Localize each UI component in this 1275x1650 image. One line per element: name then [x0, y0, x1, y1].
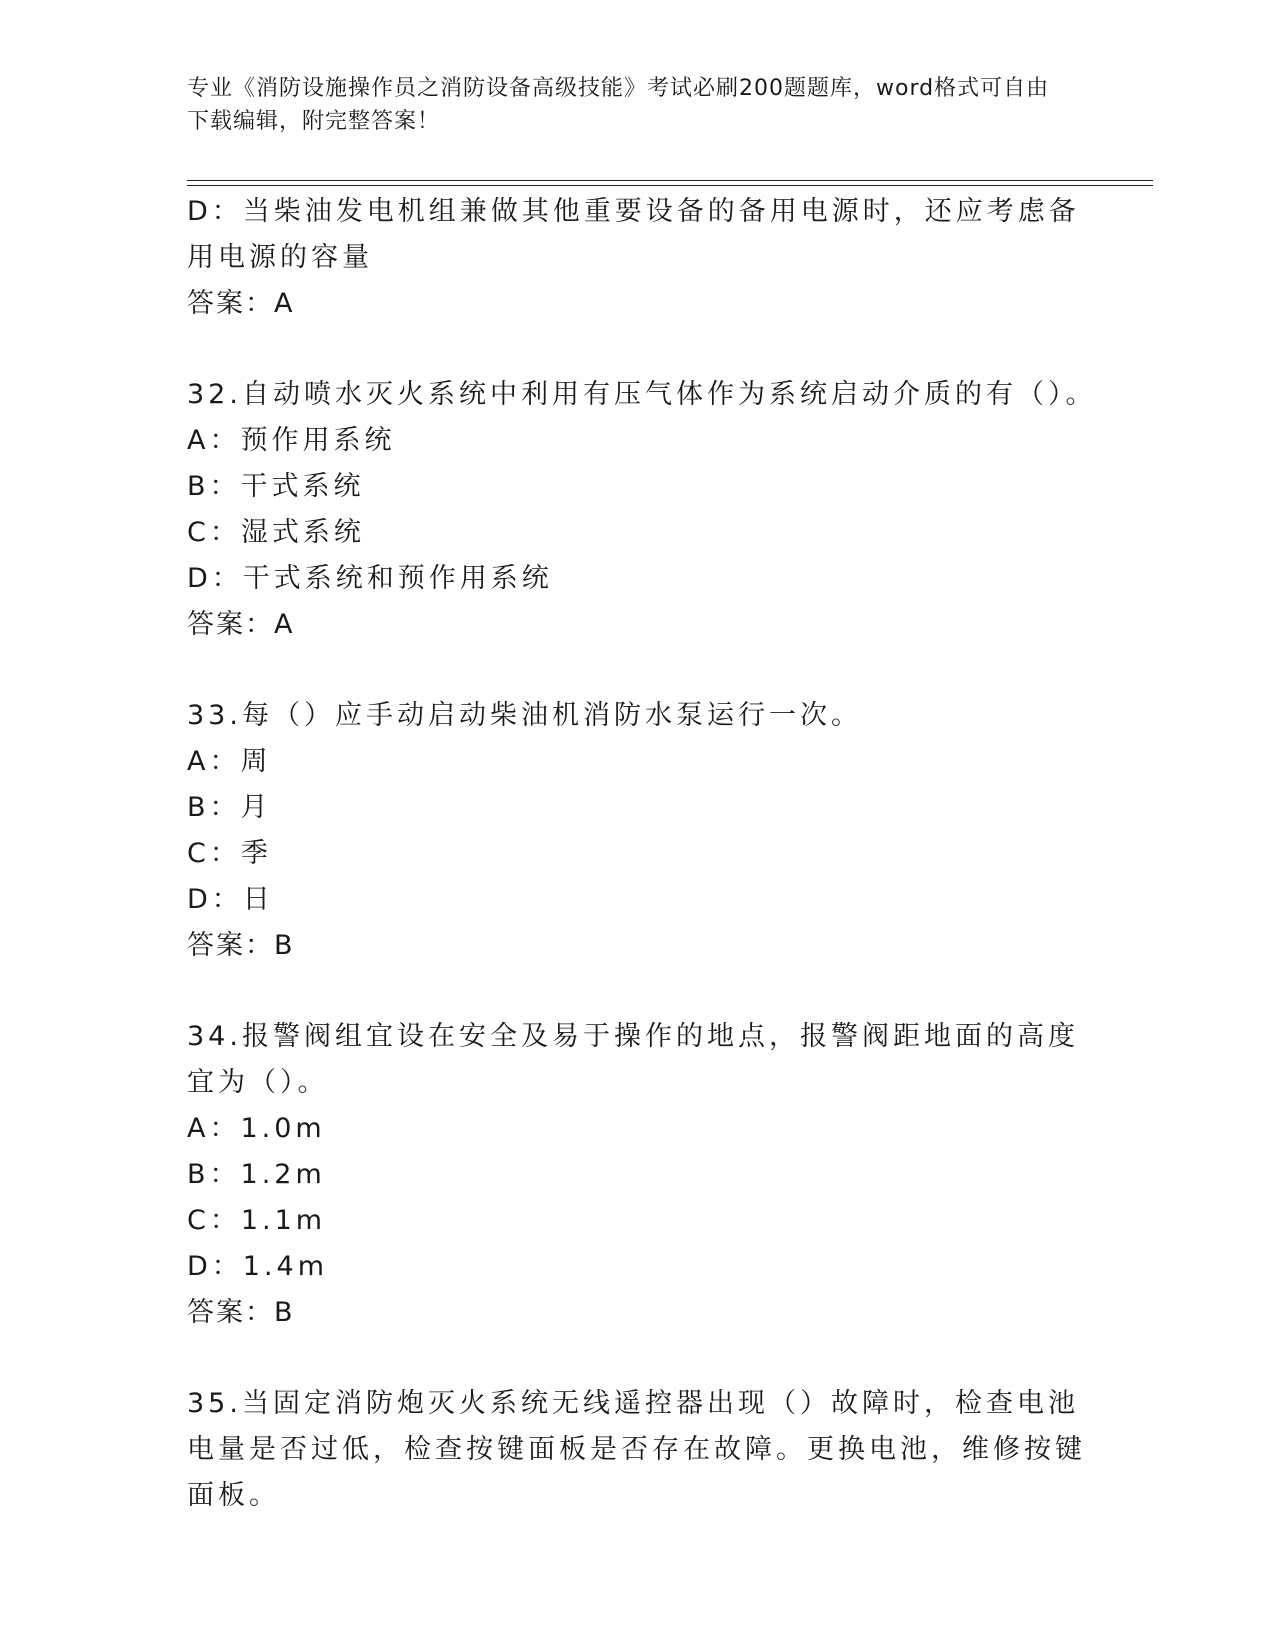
question-31: [187, 189, 1087, 327]
document-header: 专业《消防设施操作员之消防设备高级技能》考试必刷200题题库，word格式可自由下载编辑，附完整答案！: [187, 76, 1050, 134]
question-34: [187, 1014, 1087, 1336]
option-b: B：月: [187, 792, 272, 823]
question-stem: 34.报警阀组宜设在安全及易于操作的地点，报警阀距地面的高度宜为（）。: [187, 1021, 1079, 1098]
option-a: A：周: [187, 746, 272, 777]
option-d: D：1.4m: [187, 1251, 329, 1282]
option-b: B：干式系统: [187, 471, 365, 502]
option-c: C：季: [187, 838, 272, 869]
header-divider-top: [187, 180, 1153, 181]
answer: 答案：A: [187, 288, 295, 319]
option-b: B：1.2m: [187, 1159, 326, 1190]
question-list: [187, 189, 1097, 1519]
question-33: [187, 693, 1087, 969]
header-divider-bottom: [187, 185, 1153, 186]
option-c: C：湿式系统: [187, 517, 365, 548]
question-35: [187, 1381, 1087, 1519]
option-d: D：日: [187, 884, 274, 915]
question-stem: 35.当固定消防炮灭火系统无线遥控器出现（）故障时，检查电池电量是否过低，检查按键面板是否存在故障。更换电池，维修按键面板。: [187, 1388, 1086, 1511]
question-32: [187, 372, 1097, 648]
option-d: D：干式系统和预作用系统: [187, 563, 553, 594]
answer: 答案：B: [187, 930, 295, 961]
option-a: A：1.0m: [187, 1113, 326, 1144]
option-d: D：当柴油发电机组兼做其他重要设备的备用电源时，还应考虑备用电源的容量: [187, 196, 1080, 273]
option-c: C：1.1m: [187, 1205, 327, 1236]
answer: 答案：B: [187, 1297, 295, 1328]
answer: 答案：A: [187, 609, 295, 640]
option-a: A：预作用系统: [187, 425, 396, 456]
question-stem: 32.自动喷水灭火系统中利用有压气体作为系统启动介质的有（）。: [187, 379, 1097, 410]
question-stem: 33.每（）应手动启动柴油机消防水泵运行一次。: [187, 700, 862, 731]
